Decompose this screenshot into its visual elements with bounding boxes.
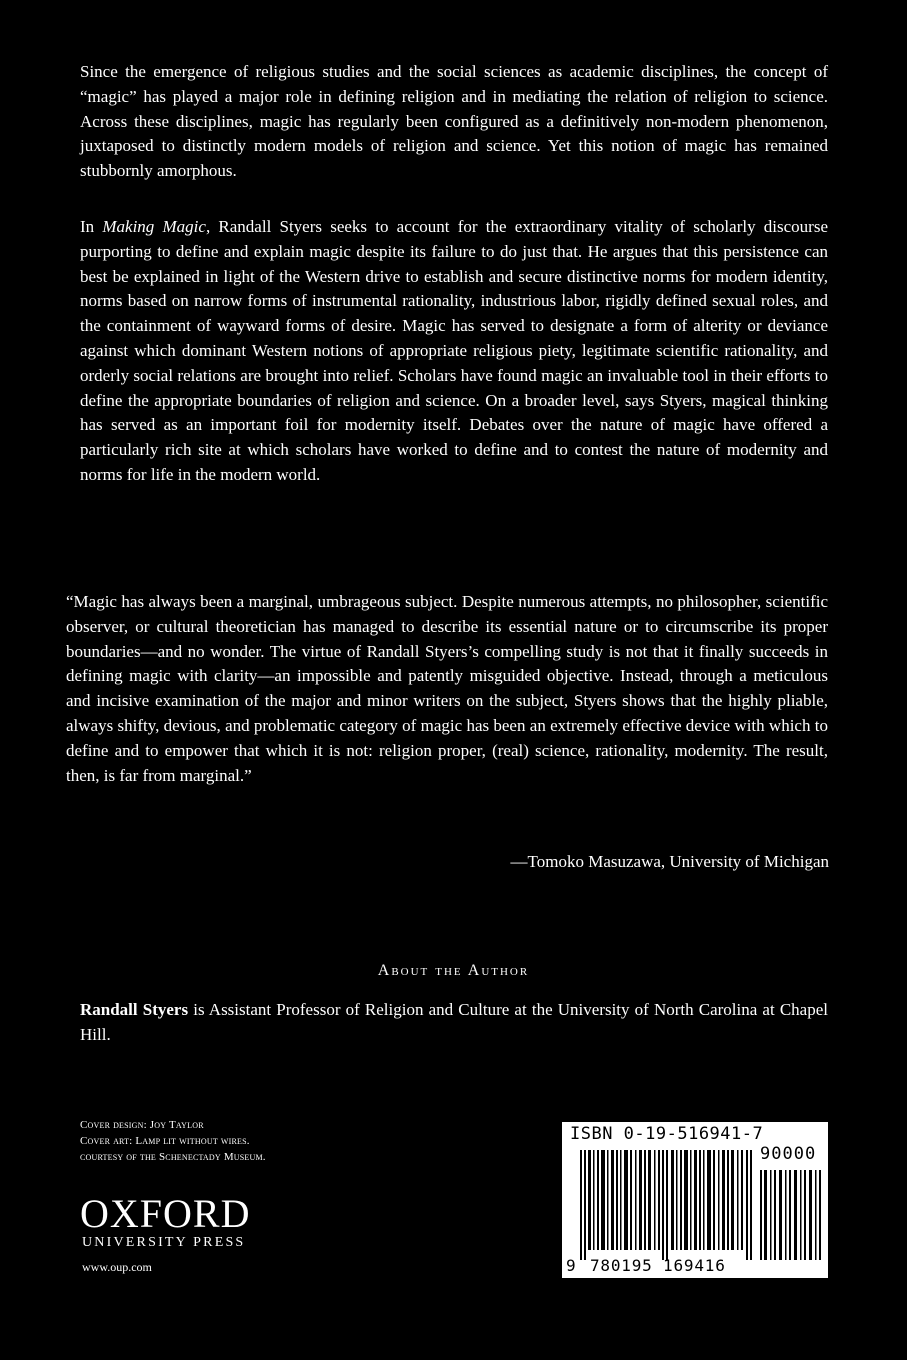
intro-paragraph: Since the emergence of religious studies and the social sciences as academic disciplines, the concept of “magic” has played a major role in defining religion and in mediating the relation of religion to science. Across these disciplines, magic has regularly been configured as a definitively non-modern phenomenon, juxtaposed to distinctly modern models of religion and science. Yet this notion of magic has remained stubbornly amorphous. bbox=[80, 62, 828, 181]
barcode-bars-icon bbox=[580, 1150, 752, 1260]
publisher-press: UNIVERSITY PRESS bbox=[82, 1235, 246, 1250]
cover-art-credit: Cover art: Lamp lit without wires. bbox=[80, 1135, 250, 1147]
ean-first-digit: 9 bbox=[566, 1256, 576, 1275]
courtesy-credit: courtesy of the Schenectady Museum. bbox=[80, 1151, 266, 1163]
body-paragraph bbox=[80, 215, 828, 488]
book-title: Making Magic bbox=[102, 217, 206, 236]
cover-design-credit: Cover design: Joy Taylor bbox=[80, 1119, 204, 1131]
price-addon: 90000 bbox=[760, 1144, 817, 1164]
endorsement-quote: “Magic has always been a marginal, umbrageous subject. Despite numerous attempts, no philosopher, scientific observer, or cultural theoretician has managed to describe its essential nature or to circumscribe its proper boundaries—and no wonder. The virtue of Randall Styers’s compelling study is not that it finally succeeds in defining magic with clarity—an impossible and patently misguided objective. Instead, through a meticulous and incisive examination of the major and minor writers on the subject, Styers shows that the highly pliable, always shifty, devious, and problematic category of magic has been an extremely effective device with which to define and to empower that which it is not: religion proper, (real) science, rationality, modernity. The result, then, is far from marginal.” bbox=[66, 592, 828, 785]
isbn-barcode bbox=[562, 1122, 828, 1278]
body-rest: , Randall Styers seeks to account for the extraordinary vitality of scholarly discourse purporting to define and explain magic despite its failure to do just that. He argues that this persistence can best be explained in light of the Western drive to establish and secure distinctive norms for modern identity, norms based on narrow forms of instrumental rationality, industrious labor, rigidly defined sexual roles, and the containment of wayward forms of desire. Magic has served to designate a form of alterity or deviance against which dominant Western notions of appropriate religious piety, legitimate scientific rationality, and orderly social relations are brought into relief. Scholars have found magic an invaluable tool in their efforts to define the appropriate boundaries of religion and science. On a broader level, says Styers, magical thinking has served as an important foil for modernity itself. Debates over the nature of magic have offered a particularly rich site at which scholars have worked to define and to contest the nature of modernity and norms for life in the modern world. bbox=[80, 217, 829, 484]
publisher-url: www.oup.com bbox=[82, 1260, 152, 1274]
about-author-heading: About the Author bbox=[377, 962, 530, 979]
cover-credits bbox=[80, 1117, 266, 1165]
author-bio bbox=[80, 998, 828, 1048]
publisher-logo: OXFORD bbox=[80, 1191, 251, 1236]
addon-bars-icon bbox=[760, 1170, 822, 1260]
author-bio-text: is Assistant Professor of Religion and Culture at the University of North Carolina at Chapel Hill. bbox=[80, 1000, 828, 1044]
body-lead: In bbox=[80, 217, 103, 236]
ean-digits: 780195 169416 bbox=[590, 1256, 726, 1275]
quote-attribution: —Tomoko Masuzawa, University of Michigan bbox=[510, 852, 829, 871]
isbn-number: ISBN 0-19-516941-7 bbox=[570, 1124, 764, 1144]
author-name: Randall Styers bbox=[80, 1000, 189, 1019]
